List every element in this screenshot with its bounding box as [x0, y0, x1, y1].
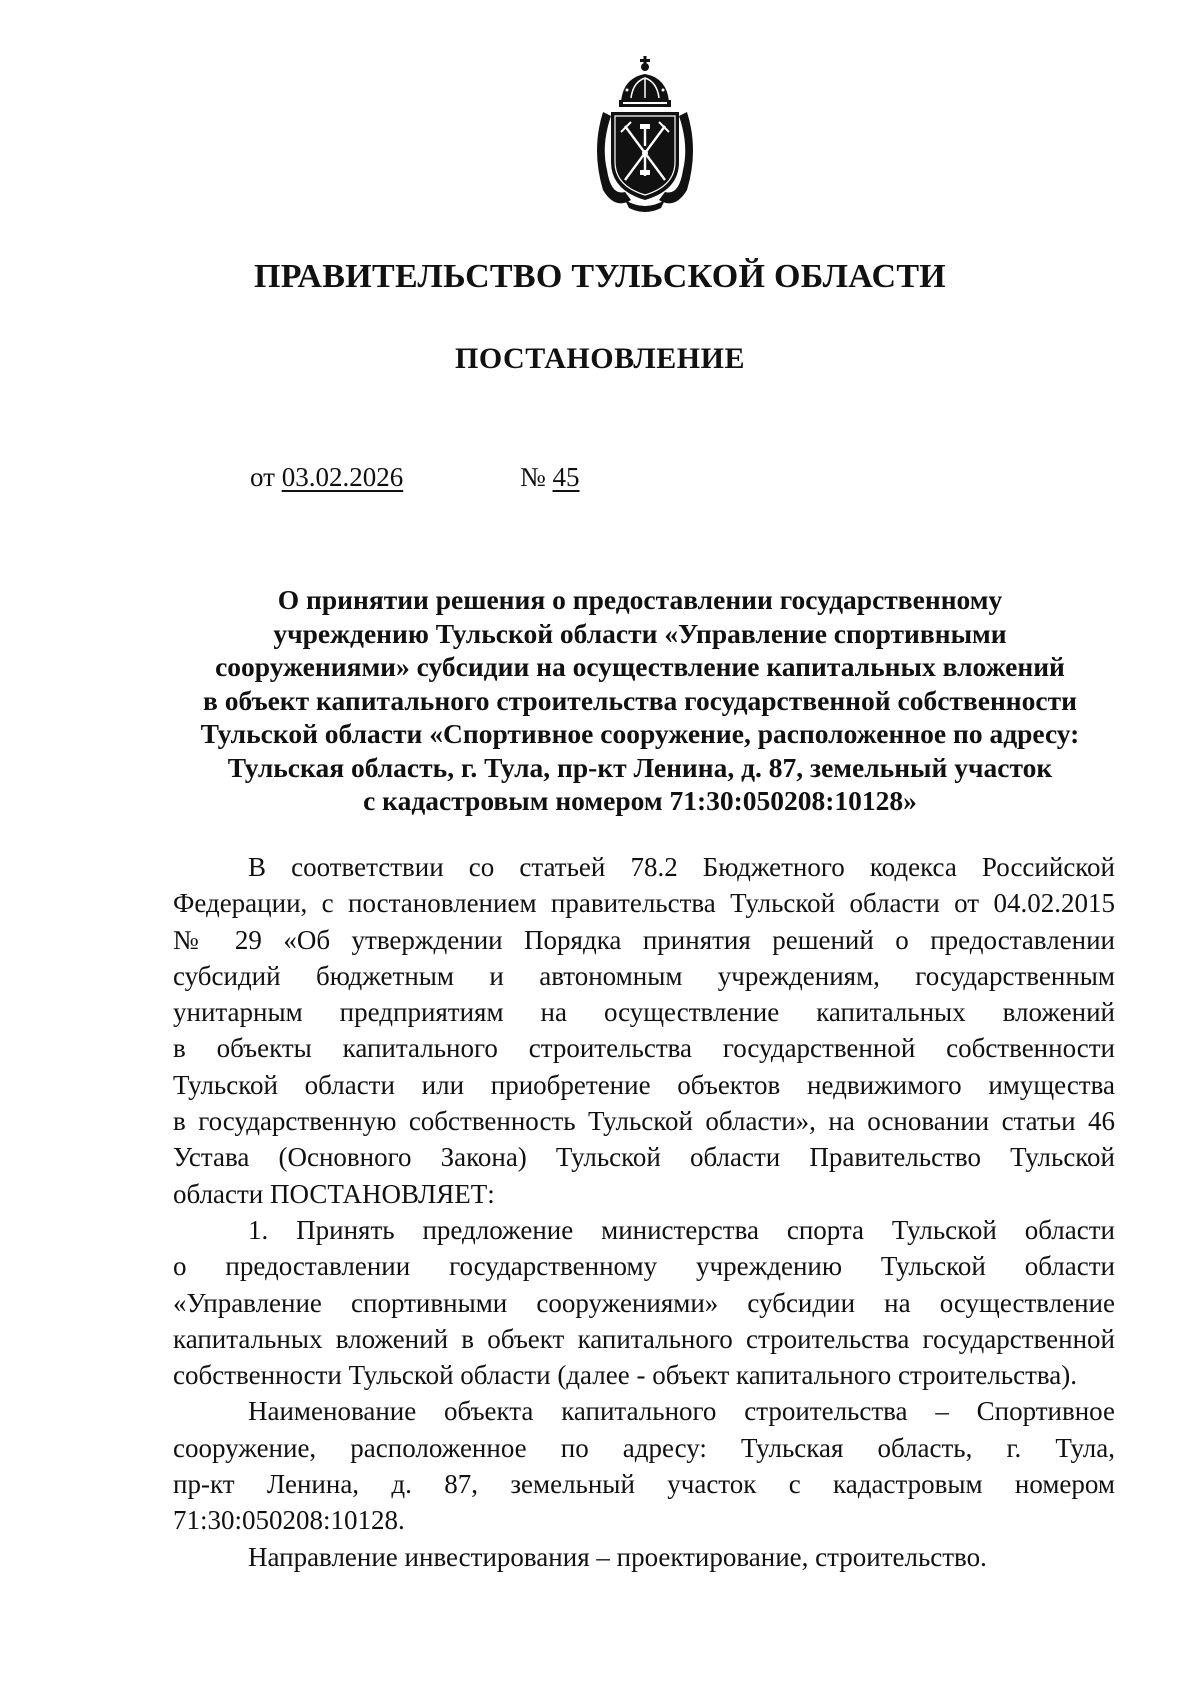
organization-title: ПРАВИТЕЛЬСТВО ТУЛЬСКОЙ ОБЛАСТИ — [253, 258, 947, 295]
body-line: Направление инвестирования – проектирование, строительство. — [248, 1541, 987, 1572]
body-line: в государственную собственность Тульской области», на основании статьи 46 — [173, 1106, 1115, 1137]
subject-line: Тульской области «Спортивное сооружение, расположенное по адресу: — [200, 718, 1080, 749]
coat-of-arms-emblem — [585, 50, 705, 215]
shield-icon — [611, 112, 679, 200]
document-date — [250, 462, 403, 493]
subject-line: с кадастровым номером 71:30:050208:10128» — [363, 785, 917, 816]
body-line: субсидий бюджетным и автономным учреждениям, государственным — [173, 960, 1115, 991]
body-line: «Управление спортивными сооружениями» субсидии на осуществление — [173, 1287, 1115, 1318]
subject-line: сооружениями» субсидии на осуществление капитальных вложений — [215, 651, 1065, 682]
body-line: В соответствии со статьей 78.2 Бюджетного кодекса Российской — [248, 852, 1115, 882]
body-line: сооружение, расположенное по адресу: Тульская область, г. Тула, — [173, 1432, 1115, 1463]
crown-icon — [619, 56, 671, 107]
document-subject — [175, 583, 1105, 818]
document-number — [520, 462, 580, 493]
body-line: № 29 «Об утверждении Порядка принятия решений о предоставлении — [173, 924, 1115, 955]
number-value: 45 — [552, 462, 580, 492]
document-body — [173, 849, 1115, 1575]
number-prefix: № — [520, 462, 546, 492]
date-value: 03.02.2026 — [281, 462, 404, 492]
body-line: унитарным предприятиям на осуществление капитальных вложений — [173, 997, 1115, 1028]
subject-line: учреждению Тульской области «Управление спортивными — [273, 617, 1007, 649]
document-type-title: ПОСТАНОВЛЕНИЕ — [455, 342, 745, 375]
subject-line: в объект капитального строительства государственной собственности — [203, 684, 1077, 716]
body-line: Наименование объекта капитального строительства – Спортивное — [248, 1396, 1115, 1427]
body-line: в объекты капитального строительства государственной собственности — [173, 1033, 1115, 1064]
date-prefix: от — [250, 462, 275, 492]
subject-line: Тульская область, г. Тула, пр-кт Ленина, д. 87, земельный участок — [227, 751, 1053, 783]
body-line: области ПОСТАНОВЛЯЕТ: — [173, 1178, 495, 1209]
body-line: Федерации, с постановлением правительства Тульской области от 04.02.2015 — [173, 888, 1115, 919]
subject-line: О принятии решения о предоставлении государственному — [277, 584, 1003, 615]
body-line: 1. Принять предложение министерства спорта Тульской области — [248, 1214, 1115, 1245]
body-line: Тульской области или приобретение объектов недвижимого имущества — [173, 1069, 1115, 1100]
body-line: капитальных вложений в объект капитального строительства государственной — [173, 1323, 1115, 1354]
body-line: пр-кт Ленина, д. 87, земельный участок с кадастровым номером — [173, 1469, 1115, 1500]
body-line: о предоставлении государственному учреждению Тульской области — [173, 1251, 1115, 1282]
body-line: собственности Тульской области (далее - объект капитального строительства). — [173, 1360, 1078, 1391]
body-line: 71:30:050208:10128. — [173, 1505, 405, 1536]
body-line: Устава (Основного Закона) Тульской области Правительство Тульской — [173, 1142, 1115, 1173]
